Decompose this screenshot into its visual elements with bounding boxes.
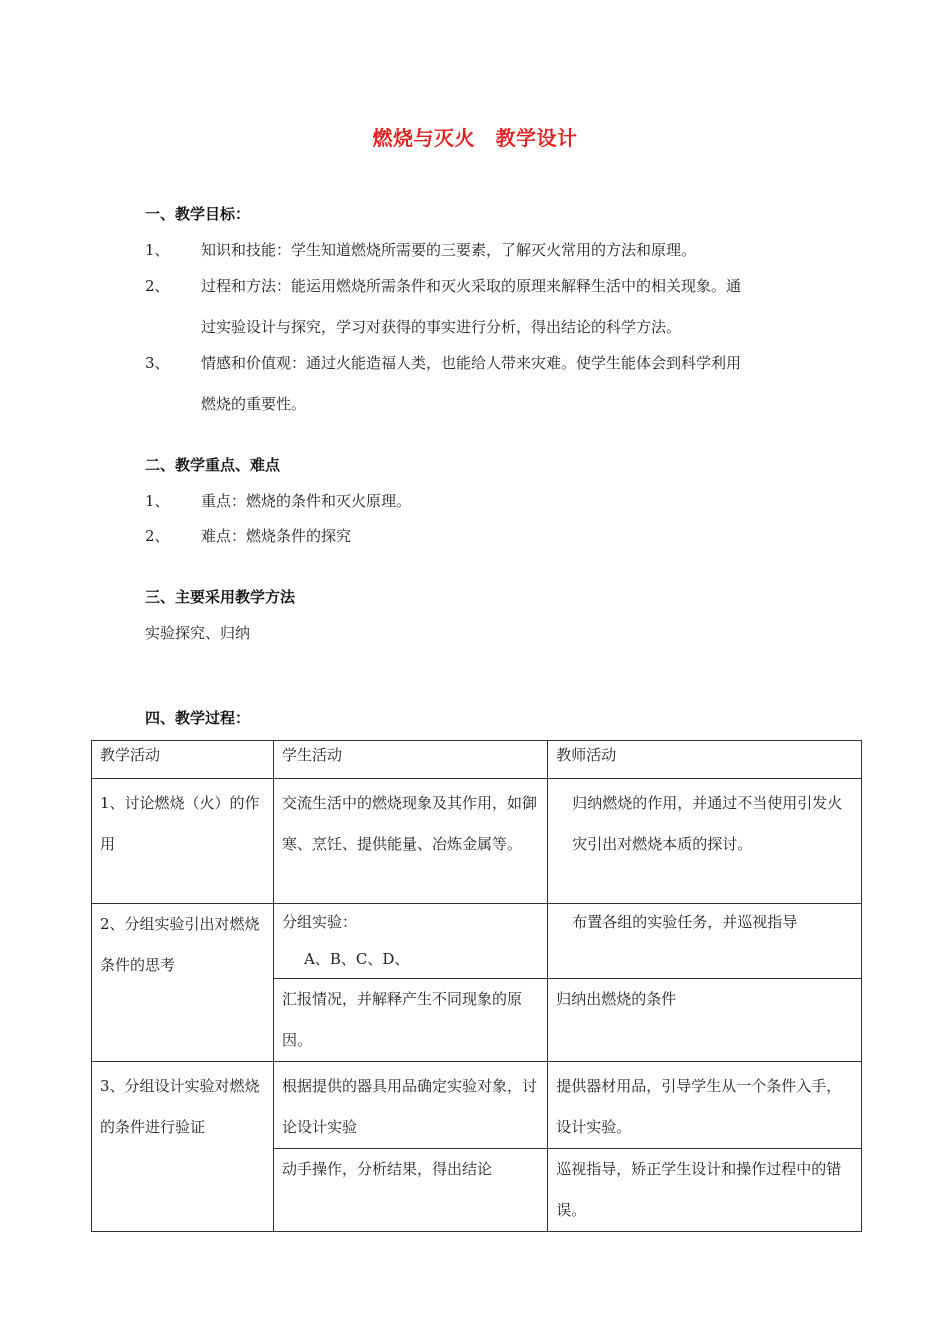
activity-cell: 1、讨论燃烧（火）的作用: [92, 779, 274, 904]
table-row: [92, 904, 862, 979]
table-row: [92, 779, 862, 904]
section-heading-process: 四、教学过程：: [145, 709, 251, 727]
header-cell-teacher: 教师活动: [548, 741, 862, 779]
objective-number: 1、: [145, 241, 170, 259]
keypoint-text: 重点：燃烧的条件和灭火原理。: [201, 492, 412, 510]
objective-text: 情感和价值观：通过火能造福人类，也能给人带来灾难。使学生能体会到科学利用: [201, 354, 742, 372]
table-header-row: [92, 741, 862, 779]
header-cell-student: 学生活动: [274, 741, 548, 779]
table-row: [92, 1062, 862, 1149]
teacher-cell: 巡视指导，矫正学生设计和操作过程中的错误。: [548, 1149, 862, 1232]
objective-number: 2、: [145, 277, 170, 295]
objective-text-continued: 过实验设计与探究，学习对获得的事实进行分析，得出结论的科学方法。: [201, 318, 682, 336]
objective-text-continued: 燃烧的重要性。: [201, 395, 307, 413]
section-heading-methods: 三、主要采用教学方法: [145, 588, 296, 606]
header-cell-activity: 教学活动: [92, 741, 274, 779]
experiment-groups: A、B、C、D、: [304, 950, 410, 968]
document-title: 燃烧与灭火 教学设计: [372, 126, 578, 150]
section-heading-objectives: 一、教学目标：: [145, 205, 251, 223]
objective-number: 3、: [145, 354, 170, 372]
student-cell: 根据提供的器具用品确定实验对象，讨论设计实验: [274, 1062, 548, 1149]
section-heading-keypoints: 二、教学重点、难点: [145, 456, 281, 474]
methods-text: 实验探究、归纳: [145, 624, 251, 642]
keypoint-number: 1、: [145, 492, 170, 510]
teaching-process-table: [91, 740, 862, 1232]
teacher-cell: 布置各组的实验任务，并巡视指导: [548, 904, 862, 979]
student-cell: [274, 904, 548, 979]
objective-text: 知识和技能：学生知道燃烧所需要的三要素，了解灭火常用的方法和原理。: [201, 241, 697, 259]
objective-text: 过程和方法：能运用燃烧所需条件和灭火采取的原理来解释生活中的相关现象。通: [201, 277, 742, 295]
activity-cell: 2、分组实验引出对燃烧条件的思考: [92, 904, 274, 1062]
keypoint-text: 难点：燃烧条件的探究: [201, 527, 352, 545]
teacher-cell: 归纳燃烧的作用，并通过不当使用引发火灾引出对燃烧本质的探讨。: [548, 779, 862, 904]
teacher-cell: 提供器材用品，引导学生从一个条件入手，设计实验。: [548, 1062, 862, 1149]
activity-cell: 3、分组设计实验对燃烧的条件进行验证: [92, 1062, 274, 1232]
student-subline: 分组实验：: [282, 913, 358, 931]
teacher-cell: 归纳出燃烧的条件: [548, 979, 862, 1062]
student-cell: 动手操作，分析结果，得出结论: [274, 1149, 548, 1232]
keypoint-number: 2、: [145, 527, 170, 545]
student-cell: 汇报情况，并解释产生不同现象的原因。: [274, 979, 548, 1062]
student-subline: [282, 941, 539, 978]
student-cell: 交流生活中的燃烧现象及其作用，如御寒、烹饪、提供能量、冶炼金属等。: [274, 779, 548, 904]
